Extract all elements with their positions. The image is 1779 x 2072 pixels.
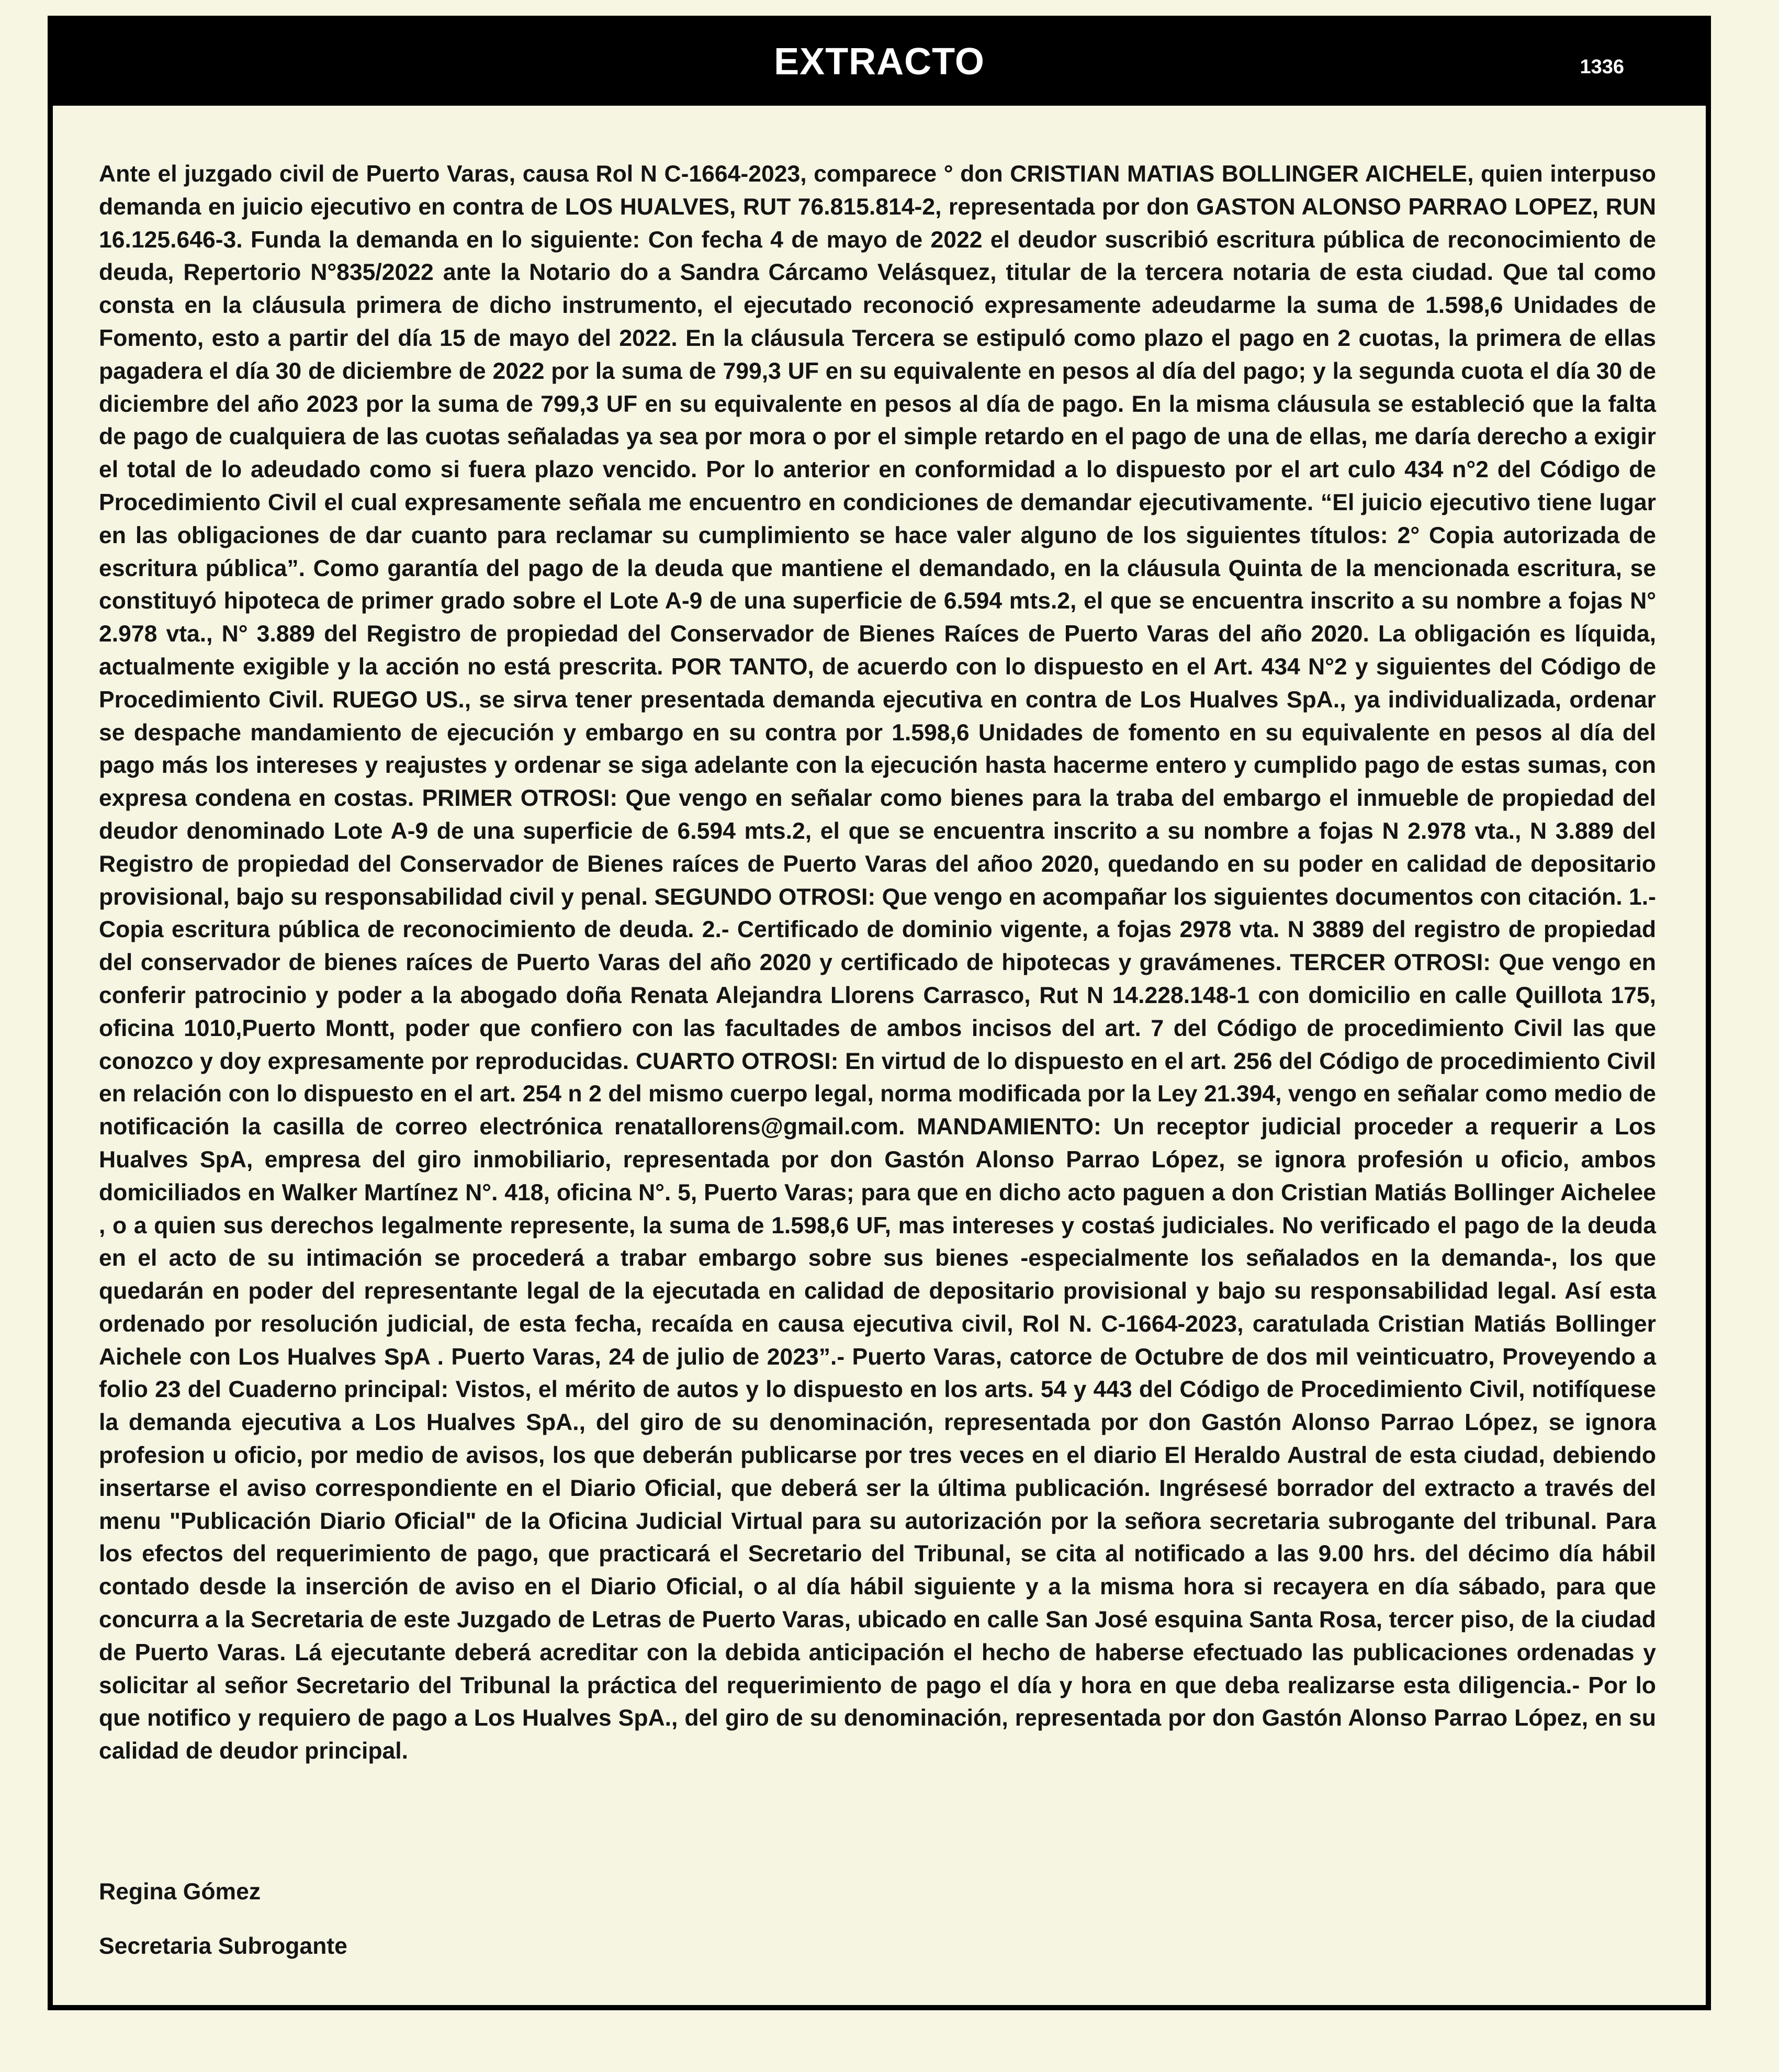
notice-body: Ante el juzgado civil de Puerto Varas, causa Rol N C-1664-2023, comparece ° don CRISTIAN MATIAS BOLLINGER AICHELE, quien interpuso demanda en juicio ejecutivo en contra de LOS HUALVES, RUT 76.815.814-2, representada por don GASTON ALONSO PARRAO LOPEZ, RUN 16.125.646-3. Funda la demanda en lo siguiente: Con fecha 4 de mayo de 2022 el deudor suscribió escritura pública de reconocimiento de deuda, Repertorio N°835/2022 ante la Notario do a Sandra Cárcamo Velásquez, titular de la tercera notaria de esta ciudad. Que tal como consta en la cláusula primera de dicho instrumento, el ejecutado reconoció expresamente adeudarme la suma de 1.598,6 Unidades de Fomento, esto a partir del día 15 de mayo del 2022. En la cláusula Tercera se estipuló como plazo el pago en 2 cuotas, la primera de ellas pagadera el día 30 de diciembre de 2022 por la suma de 799,3 UF en su equivalente en pesos al día del pago; y la segunda cuota el día 30 de diciembre del año 2023 por la suma de 799,3 UF en su equivalente en pesos al día de pago. En la misma cláusula se estableció que la falta de pago de cualquiera de las cuotas señaladas ya sea por mora o por el simple retardo en el pago de una de ellas, me daría derecho a exigir el total de lo adeudado como si fuera plazo vencido. Por lo anterior en conformidad a lo dispuesto por el art culo 434 n°2 del Código de Procedimiento Civil el cual expresamente señala me encuentro en condiciones de demandar ejecutivamente. “El juicio ejecutivo tiene lugar en las obligaciones de dar cuanto para reclamar su cumplimiento se hace valer alguno de los siguientes títulos: 2° Copia autorizada de escritura pública”. Como garantía del pago de la deuda que mantiene el demandado, en la cláusula Quinta de la mencionada escritura, se constituyó hipoteca de primer grado sobre el Lote A-9 de una superficie de 6.594 mts.2, el que se encuentra inscrito a su nombre a fojas N° 2.978 vta., N° 3.889 del Registro de propiedad del Conservador de Bienes Raíces de Puerto Varas del año 2020. La obligación es líquida, actualmente exigible y la acción no está prescrita. POR TANTO, de acuerdo con lo dispuesto en el Art. 434 N°2 y siguientes del Código de Procedimiento Civil. RUEGO US., se sirva tener presentada demanda ejecutiva en contra de Los Hualves SpA., ya individualizada, ordenar se despache mandamiento de ejecución y embargo en su contra por 1.598,6 Unidades de fomento en su equivalente en pesos al día del pago más los intereses y reajustes y ordenar se siga adelante con la ejecución hasta hacerme entero y cumplido pago de estas sumas, con expresa condena en costas. PRIMER OTROSI: Que vengo en señalar como bienes para la traba del embargo el inmueble de propiedad del deudor denominado Lote A-9 de una superficie de 6.594 mts.2, el que se encuentra inscrito a su nombre a fojas N 2.978 vta., N 3.889 del Registro de propiedad del Conservador de Bienes raíces de Puerto Varas del añoo 2020, quedando en su poder en calidad de depositario provisional, bajo su responsabilidad civil y penal. SEGUNDO OTROSI: Que vengo en acompañar los siguientes documentos con citación. 1.- Copia escritura pública de reconocimiento de deuda. 2.- Certificado de dominio vigente, a fojas 2978 vta. N 3889 del registro de propiedad del conservador de bienes raíces de Puerto Varas del año 2020 y certificado de hipotecas y gravámenes. TERCER OTROSI: Que vengo en conferir patrocinio y poder a la abogado doña Renata Alejandra Llorens Carrasco, Rut N 14.228.148-1 con domicilio en calle Quillota 175, oficina 1010,Puerto Montt, poder que confiero con las facultades de ambos incisos del art. 7 del Código de procedimiento Civil las que conozco y doy expresamente por reproducidas. CUARTO OTROSI: En virtud de lo dispuesto en el art. 256 del Código de procedimiento Civil en relación con lo dispuesto en el art. 254 n 2 del mismo cuerpo legal, norma modificada por la Ley 21.394, vengo en señalar como medio de notificación la casilla de correo electrónica renatallorens@gmail.com. MANDAMIENTO: Un receptor judicial proceder a requerir a Los Hualves SpA, empresa del giro inmobiliario, representada por don Gastón Alonso Parrao López, se ignora profesión u oficio, ambos domiciliados en Walker Martínez N°. 418, oficina N°. 5, Puerto Varas; para que en dicho acto paguen a don Cristian Matiás Bollinger Aichelee , o a quien sus derechos legalmente represente, la suma de 1.598,6 UF, mas intereses y costaś judiciales. No verificado el pago de la deuda en el acto de su intimación se procederá a trabar embargo sobre sus bienes -especialmente los señalados en la demanda-, los que quedarán en poder del representante legal de la ejecutada en calidad de depositario provisional y bajo su responsabilidad legal. Así esta ordenado por resolución judicial, de esta fecha, recaída en causa ejecutiva civil, Rol N. C-1664-2023, caratulada Cristian Matiás Bollinger Aichele con Los Hualves SpA . Puerto Varas, 24 de julio de 2023”.- Puerto Varas, catorce de Octubre de dos mil veinticuatro, Proveyendo a folio 23 del Cuaderno principal: Vistos, el mérito de autos y lo dispuesto en los arts. 54 y 443 del Código de Procedimiento Civil, notifíquese la demanda ejecutiva a Los Hualves SpA., del giro de su denominación, representada por don Gastón Alonso Parrao López, se ignora profesion u oficio, por medio de avisos, los que deberán publicarse por tres veces en el diario El Heraldo Austral de esta ciudad, debiendo insertarse el aviso correspondiente en el Diario Oficial, que deberá ser la última publicación. Ingrésesé borrador del extracto a través del menu "Publicación Diario Oficial" de la Oficina Judicial Virtual para su autorización por la señora secretaria subrogante del tribunal. Para los efectos del requerimiento de pago, que practicará el Secretario del Tribunal, se cita al notificado a las 9.00 hrs. del décimo día hábil contado desde la inserción de aviso en el Diario Oficial, o al día hábil siguiente y a la misma hora si recayera en día sábado, para que concurra a la Secretaria de este Juzgado de Letras de Puerto Varas, ubicado en calle San José esquina Santa Rosa, tercer piso, de la ciudad de Puerto Varas. Lá ejecutante deberá acreditar con la debida anticipación el hecho de haberse efectuado las publicaciones ordenadas y solicitar al señor Secretario del Tribunal la práctica del requerimiento de pago el día y hora en que deba realizarse esta diligencia.- Por lo que notifico y requiero de pago a Los Hualves SpA., del giro de su denominación, representada por don Gastón Alonso Parrao López, en su calidad de deudor principal. [99, 161, 1656, 1764]
signature-name: Regina Gómez [99, 1879, 261, 1905]
signature-role: Secretaria Subrogante [99, 1933, 347, 1959]
notice-header [53, 21, 1706, 106]
notice-title: EXTRACTO [774, 41, 985, 83]
legal-notice [48, 16, 1711, 2010]
notice-number: 1336 [1580, 56, 1624, 78]
